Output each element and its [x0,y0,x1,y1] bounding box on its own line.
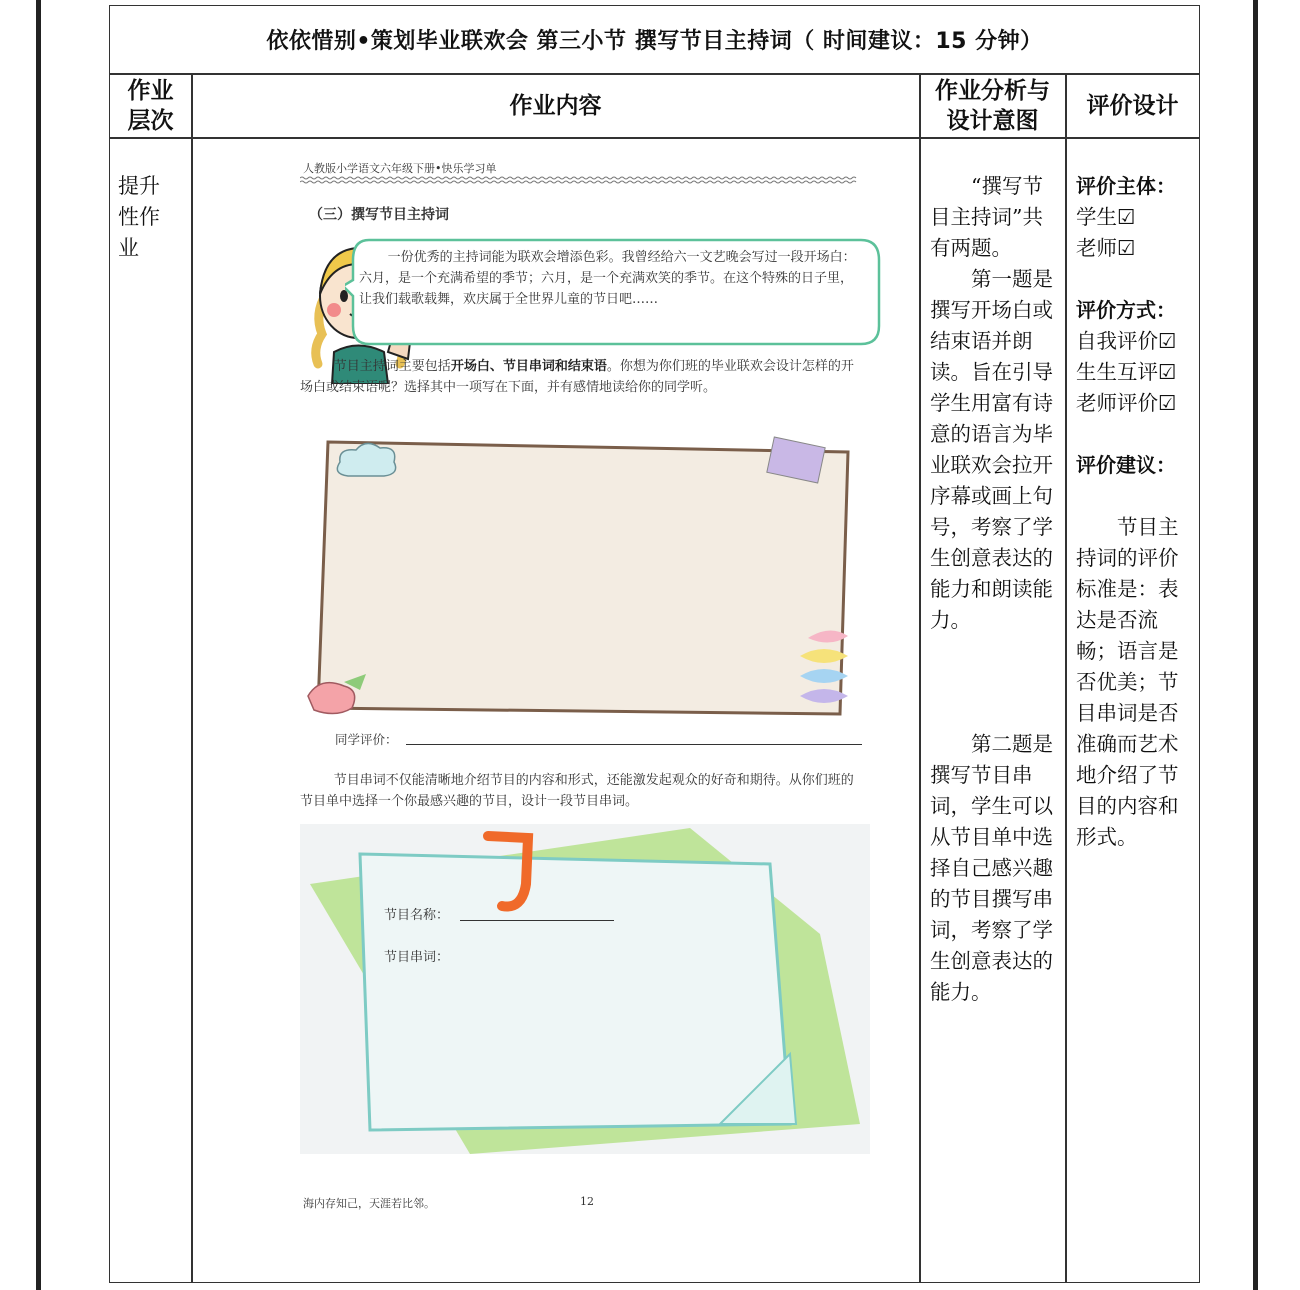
bubble-text: 一份优秀的主持词能为联欢会增添色彩。我曾经给六一文艺晚会写过一段开场白：六月，是一个充满希望的季节；六月，是一个充满欢笑的季节。在这个特殊的日子里，让我们载歌载舞，欢庆属于全世界儿童的节日吧…… [359,250,856,307]
header-content: 作业内容 [509,93,602,119]
intro-text-end: 。你想为你们班的毕业联欢会设计怎样的开场白或结束语呢？选择其中一项写在下面，并有感情地读给你的同学听。 [300,359,854,395]
column-divider [1065,73,1067,1282]
eval-method-item: 老师评价☑ [1076,391,1177,415]
analysis-paragraph-2: 第一题是撰写开场白或结束语并朗读。旨在引导学生用富有诗意的语言为毕业联欢会拉开序幕或画上句号，考察了学生创意表达的能力和朗读能力。 [930,267,1053,632]
eval-subject-title: 评价主体： [1076,174,1176,198]
eval-method-title: 评价方式： [1076,298,1176,322]
left-border-bar [36,0,41,1290]
eval-method-item: 生生互评☑ [1076,360,1177,384]
right-border-bar [1253,0,1258,1290]
analysis-cell [930,171,1062,1008]
eval-suggest-title: 评价建议： [1076,453,1176,477]
analysis-paragraph-1: “撰写节目主持词”共有两题。 [930,174,1043,260]
intro-bold-text: 开场白、节目串词和结束语 [450,359,607,374]
assignment-table [109,5,1200,1283]
intro-paragraph [300,356,860,398]
eval-method-item: 自我评价☑ [1076,329,1177,353]
writing-board-2 [300,824,870,1154]
program-name-line [460,920,614,921]
transition-paragraph: 节目串词不仅能清晰地介绍节目的内容和形式，还能激发起观众的好奇和期待。从你们班的节目单中选择一个你最感兴趣的节目，设计一段节目串词。 [300,773,854,809]
page-number: 12 [580,1195,594,1208]
analysis-paragraph-3: 第二题是撰写节目串词，学生可以从节目单中选择自己感兴趣的节目撰写串词，考察了学生创意表达的能力。 [930,732,1053,1004]
peer-eval-line [406,744,862,745]
program-name-label: 节目名称： [384,908,450,923]
eval-subject-item: 学生☑ [1076,205,1136,229]
column-divider [191,73,193,1282]
evaluation-cell [1076,171,1194,853]
program-serial-label: 节目串词： [384,950,450,965]
level-cell: 提升 性作 业 [118,174,160,260]
worksheet [300,156,860,1216]
intro-text: 节目主持词主要包括 [333,359,451,374]
header-analysis: 作业分析与 设计意图 [935,78,1050,134]
section-title: （三）撰写节目主持词 [309,207,449,223]
header-level: 作业 层次 [127,78,174,134]
peer-eval-label: 同学评价： [335,732,398,747]
footer-quote: 海内存知己，天涯若比邻。 [303,1197,435,1210]
writing-board-1 [300,428,860,728]
wavy-divider [300,176,860,184]
column-divider [919,73,921,1282]
header-evaluation: 评价设计 [1086,93,1179,119]
worksheet-header: 人教版小学语文六年级下册•快乐学习单 [303,162,497,175]
eval-suggest-text: 节目主持词的评价标准是：表达是否流畅；语言是否优美；节目串词是否准确而艺术地介绍了节目的内容和形式。 [1076,515,1179,849]
eval-subject-item: 老师☑ [1076,236,1136,260]
table-title: 依依惜别•策划毕业联欢会 第三小节 撰写节目主持词（ 时间建议：15 分钟） [266,29,1043,54]
